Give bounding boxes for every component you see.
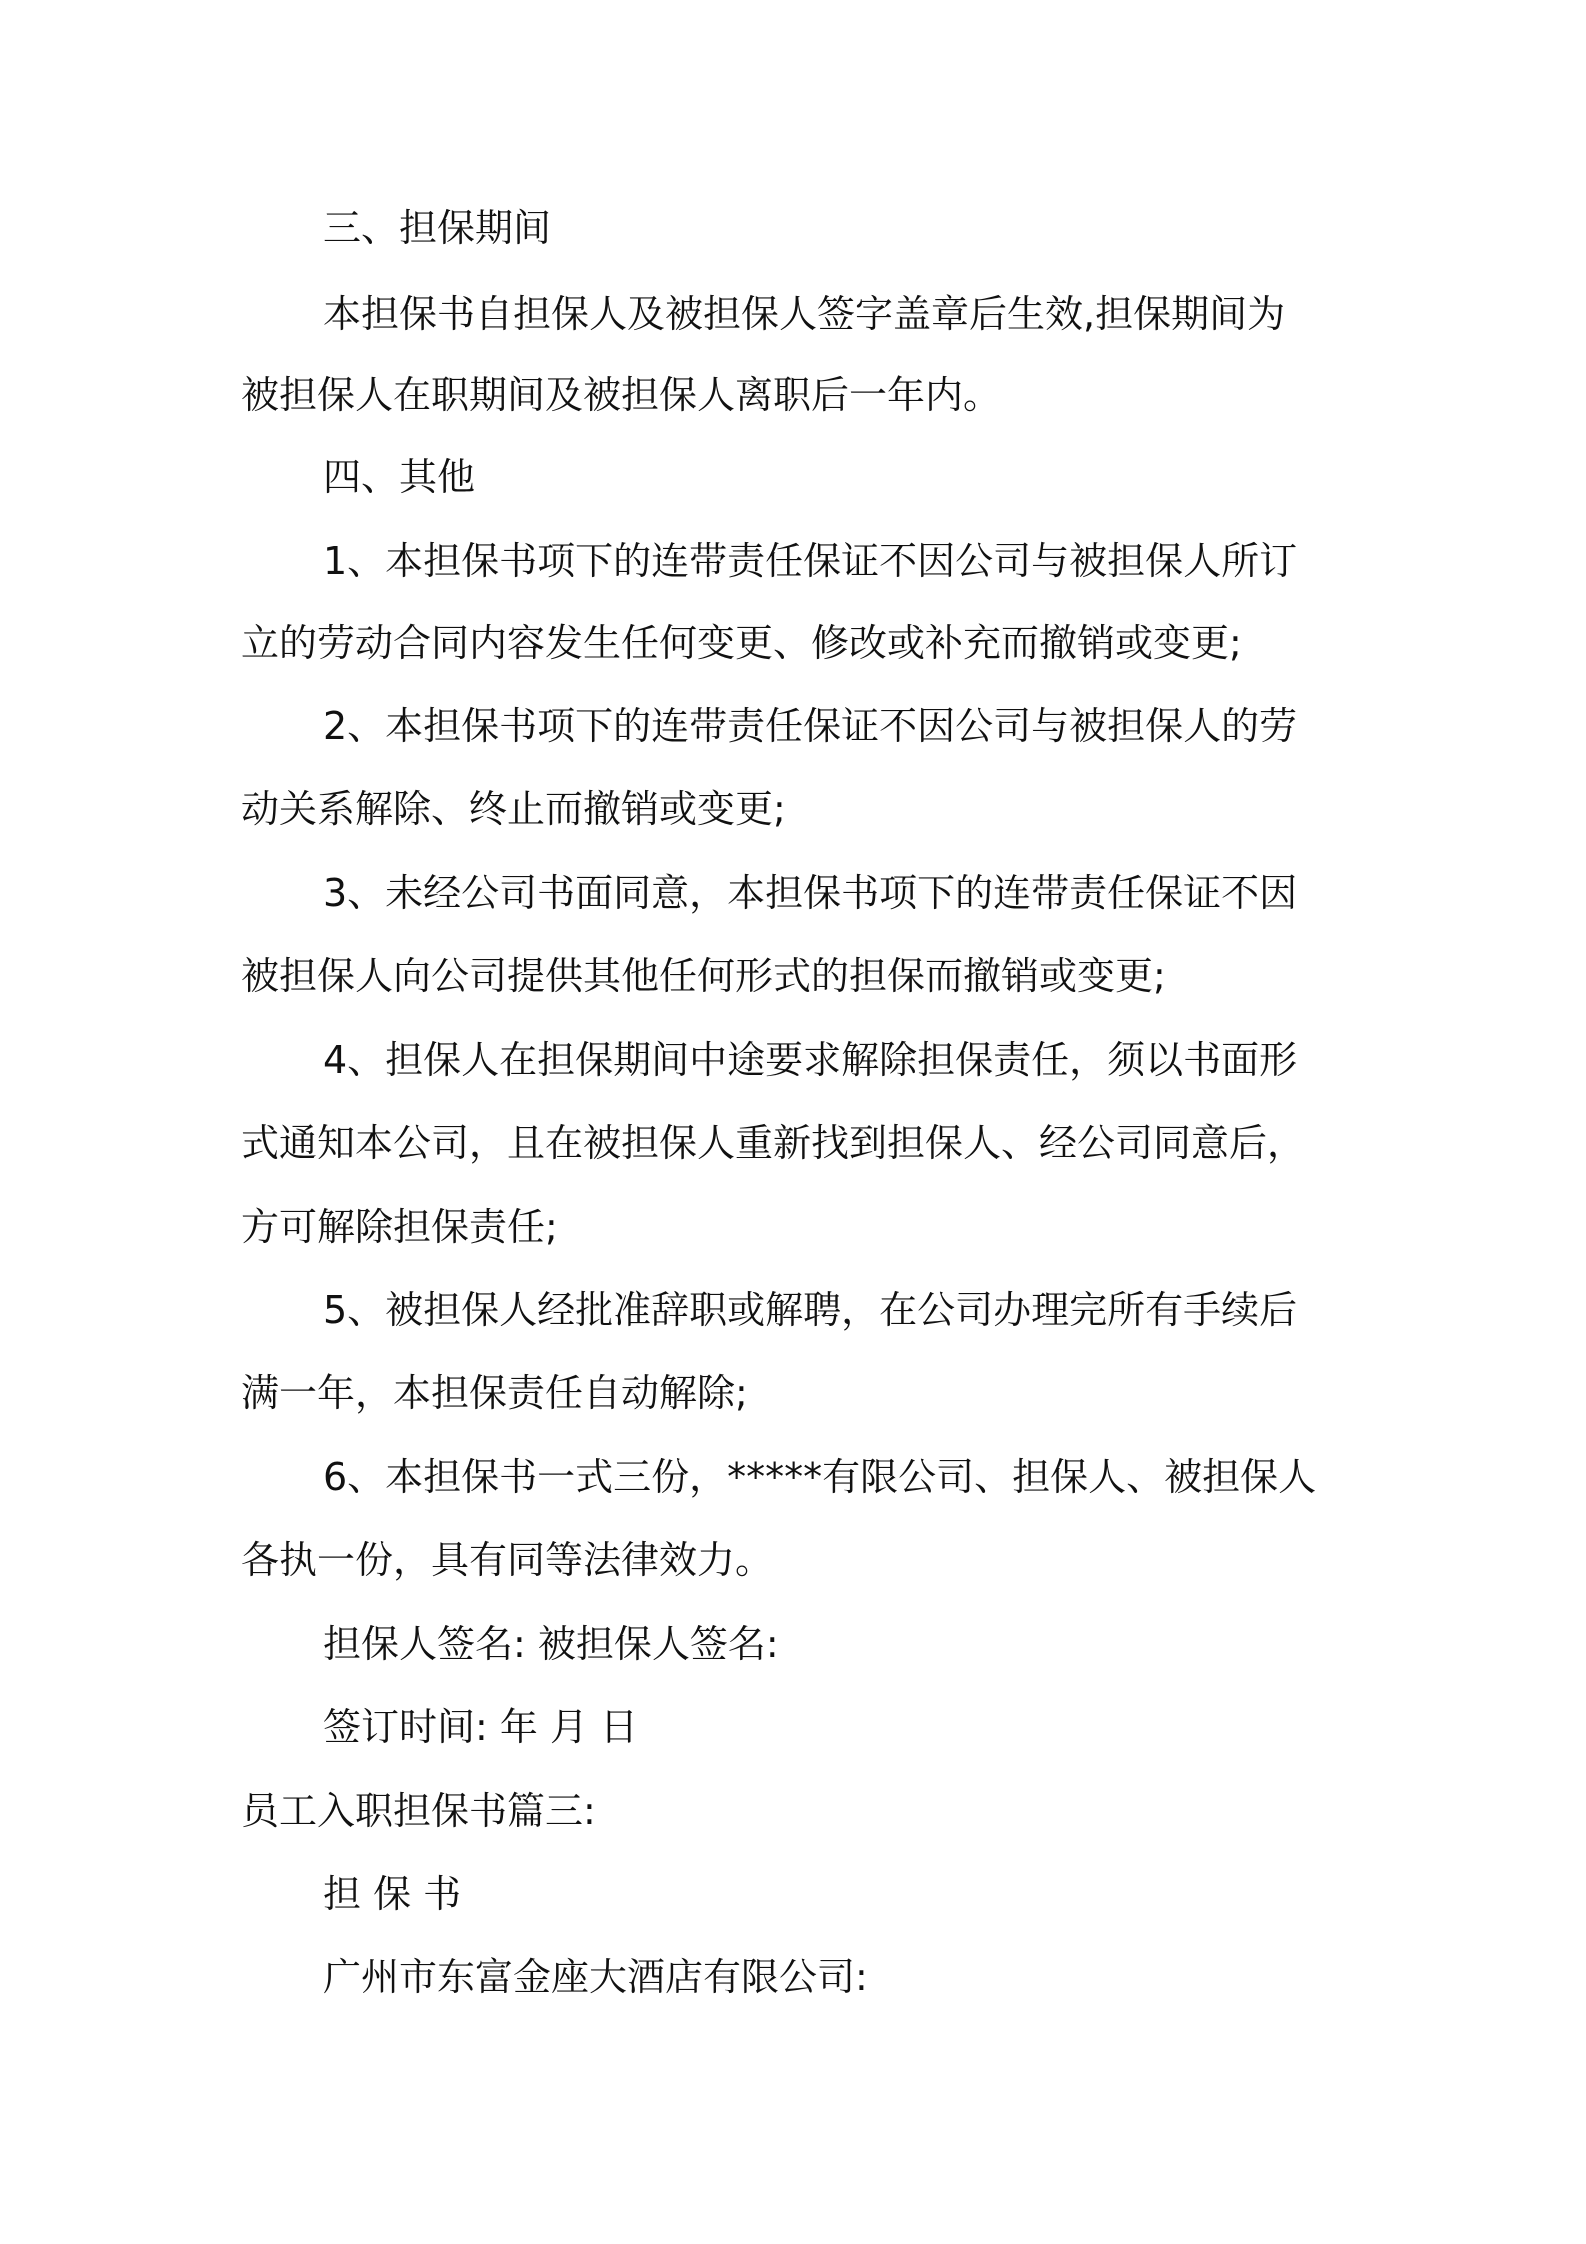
signature-line: 担保人签名: 被担保人签名: [323,1622,779,1666]
paragraph-line: 各执一份，具有同等法律效力。 [241,1538,774,1582]
paragraph-line: 1、本担保书项下的连带责任保证不因公司与被担保人所订 [323,539,1298,583]
document-title-guarantee: 担 保 书 [323,1872,462,1916]
paragraph-line: 被担保人向公司提供其他任何形式的担保而撤销或变更; [241,954,1166,998]
signing-date-line: 签订时间: 年 月 日 [323,1705,639,1749]
paragraph-line: 6、本担保书一式三份，*****有限公司、担保人、被担保人 [323,1455,1317,1499]
paragraph-line: 3、未经公司书面同意，本担保书项下的连带责任保证不因 [323,871,1298,915]
paragraph-line: 被担保人在职期间及被担保人离职后一年内。 [241,373,1002,417]
paragraph-line: 满一年，本担保责任自动解除; [241,1371,748,1415]
paragraph-line: 动关系解除、终止而撤销或变更; [241,787,786,831]
paragraph-line: 方可解除担保责任; [241,1205,558,1249]
paragraph-line: 4、担保人在担保期间中途要求解除担保责任，须以书面形 [323,1038,1298,1082]
paragraph-line: 立的劳动合同内容发生任何变更、修改或补充而撤销或变更; [241,621,1242,665]
section-title-part-three: 员工入职担保书篇三: [241,1789,596,1833]
paragraph-line: 式通知本公司，且在被担保人重新找到担保人、经公司同意后， [241,1121,1306,1165]
paragraph-line: 5、被担保人经批准辞职或解聘，在公司办理完所有手续后 [323,1288,1298,1332]
section-heading-other: 四、其他 [323,455,476,499]
addressee-line: 广州市东富金座大酒店有限公司: [323,1955,868,1999]
paragraph-line: 2、本担保书项下的连带责任保证不因公司与被担保人的劳 [323,704,1298,748]
section-heading-guarantee-period: 三、担保期间 [323,206,552,250]
paragraph-line: 本担保书自担保人及被担保人签字盖章后生效,担保期间为 [323,292,1286,336]
